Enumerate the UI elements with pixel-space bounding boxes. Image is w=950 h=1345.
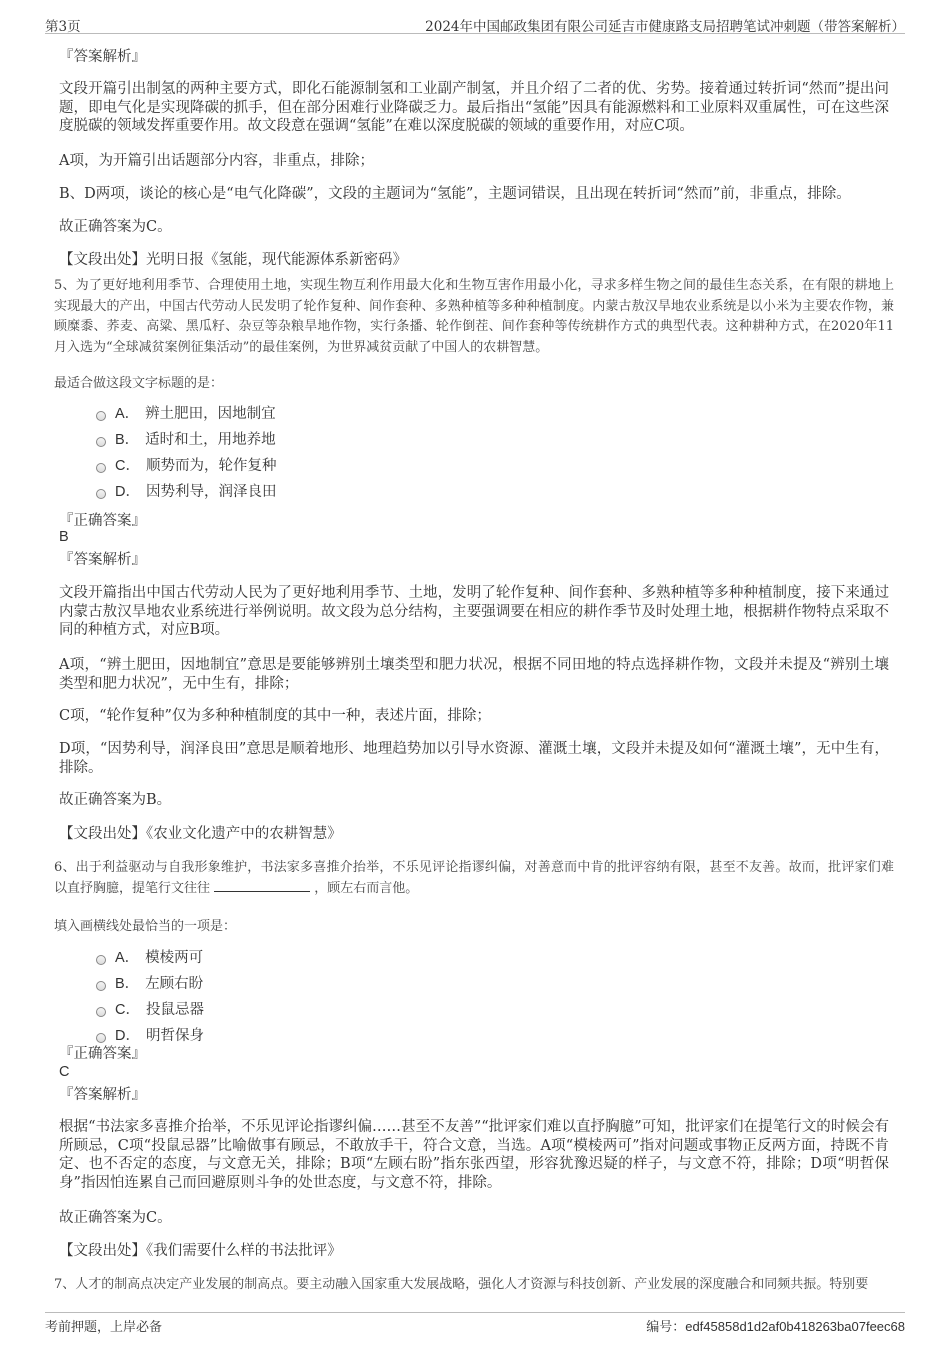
footer-slogan: 考前押题，上岸必备 [45,1320,163,1335]
answer-label: 『正确答案』 [59,1046,146,1062]
analysis-label: 『答案解析』 [59,1087,146,1103]
document-code: 编号：edf45858d1d2af0b418263ba07feec68 [646,1319,905,1335]
document-title: 2024年中国邮政集团有限公司延吉市健康路支局招聘笔试冲刺题（带答案解析） [425,19,905,35]
analysis-conclusion: 故正确答案为C。 [59,219,172,235]
analysis-item-a: A项，“辨土肥田，因地制宜”意思是要能够辨别土壤类型和肥力状况，根据不同田地的特点选择耕作物，文段并未提及“辨别土壤类型和肥力状况”，无中生有，排除； [59,657,889,692]
radio-icon[interactable] [96,489,106,499]
q5-option-a[interactable]: A． 辨土肥田，因地制宜 [96,405,276,423]
analysis-item-d: D项，“因势利导，润泽良田”意思是顺着地形、地理趋势加以引导水资源、灌溉土壤，文段并未提及如何“灌溉土壤”，无中生有，排除。 [59,741,889,776]
answer-label: 『正确答案』 [59,513,146,529]
analysis-text: 根据“书法家多喜推介抬举，不乐见评论指谬纠偏……甚至不友善”“批评家们难以直抒胸臆”可知，批评家们在提笔行文的时候会有所顾忌，C项“投鼠忌器”比喻做事有顾忌，不敢放手干，符合文意，当选。A项“模棱两可”指对问题或事物正反两方面，持既不肯定、也不否定的态度，与文意无关，排除；B项“左顾右盼”指东张西望，形容犹豫迟疑的样子，与文意不符，排除；D项“明哲保身”指因怕连累自己而回避原则斗争的处世态度，与文意不符，排除。 [59,1119,889,1191]
analysis-text: 文段开篇引出制氢的两种主要方式，即化石能源制氢和工业副产制氢，并且介绍了二者的优、劣势。接着通过转折词“然而”提出问题，即电气化是实现降碳的抓手，但在部分困难行业降碳乏力。最后指出“氢能”因具有能源燃料和工业原料双重属性，可在这些深度脱碳的领域发挥重要作用。故文段意在强调“氢能”在难以深度脱碳的领域的重要作用，对应C项。 [59,81,889,134]
q5-option-c[interactable]: C． 顺势而为，轮作复种 [96,457,276,475]
fill-blank [214,880,310,892]
radio-icon[interactable] [96,437,106,447]
analysis-text: 文段开篇指出中国古代劳动人民为了更好地利用季节、土地，发明了轮作复种、间作套种、多熟种植等多种种植制度，接下来通过内蒙古敖汉旱地农业系统进行举例说明。故文段为总分结构，主要强调要在相应的耕作季节及时处理土地，根据耕作物特点采取不同的种植方式，对应B项。 [59,585,889,638]
radio-icon[interactable] [96,955,106,965]
analysis-conclusion: 故正确答案为B。 [59,792,172,808]
q6-option-b[interactable]: B． 左顾右盼 [96,975,203,993]
answer-value: B [59,529,69,545]
page-header [45,10,905,34]
q5-option-b[interactable]: B． 适时和土，用地养地 [96,431,276,449]
passage-source: 【文段出处】《我们需要什么样的书法批评》 [59,1243,342,1259]
analysis-item-c: C项，“轮作复种”仅为多种种植制度的其中一种，表述片面，排除； [59,708,491,724]
radio-icon[interactable] [96,411,106,421]
q6-option-a[interactable]: A． 模棱两可 [96,949,203,967]
radio-icon[interactable] [96,463,106,473]
q5-option-d[interactable]: D． 因势利导，润泽良田 [96,483,276,501]
page-footer [45,1312,905,1334]
q6-option-d[interactable]: D． 明哲保身 [96,1027,204,1045]
question-5-prompt: 最适合做这段文字标题的是： [54,376,224,391]
analysis-item-bd: B、D两项，谈论的核心是“电气化降碳”，文段的主题词为“氢能”，主题词错误，且出现在转折词“然而”前，非重点，排除。 [59,186,851,202]
radio-icon[interactable] [96,1007,106,1017]
page-number: 第3页 [45,19,81,35]
question-6-stem: 6、出于利益驱动与自我形象维护，书法家多喜推介抬举，不乐见评论指谬纠偏，对善意而中肯的批评容纳有限，甚至不友善。故而，批评家们难以直抒胸臆，提笔行文往往 ，顾左右而言他。 [54,860,894,896]
passage-source: 【文段出处】光明日报《氢能，现代能源体系新密码》 [59,252,407,268]
analysis-label: 『答案解析』 [59,552,146,568]
radio-icon[interactable] [96,981,106,991]
radio-icon[interactable] [96,1033,106,1043]
question-7-stem: 7、人才的制高点决定产业发展的制高点。要主动融入国家重大发展战略，强化人才资源与科技创新、产业发展的深度融合和同频共振。特别要 [54,1277,869,1292]
answer-value: C [59,1064,70,1080]
question-6-prompt: 填入画横线处最恰当的一项是： [54,919,237,934]
analysis-conclusion: 故正确答案为C。 [59,1210,172,1226]
question-5-stem: 5、为了更好地利用季节、合理使用土地，实现生物互利作用最大化和生物互害作用最小化，寻求多样生物之间的最佳生态关系，在有限的耕地上实现最大的产出，中国古代劳动人民发明了轮作复种、间作套种、多熟种植等多种种植制度。内蒙古敖汉旱地农业系统是以小米为主要农作物，兼顾糜黍、荞麦、高粱、黑瓜籽、杂豆等杂粮旱地作物，实行条播、轮作倒茬、间作套种等传统耕作方式的典型代表。这种耕种方式，在2020年11月入选为“全球减贫案例征集活动”的最佳案例，为世界减贫贡献了中国人的农耕智慧。 [54,278,894,355]
passage-source: 【文段出处】《农业文化遗产中的农耕智慧》 [59,826,342,842]
q6-option-c[interactable]: C． 投鼠忌器 [96,1001,204,1019]
analysis-item-a: A项，为开篇引出话题部分内容，非重点，排除； [59,153,374,169]
analysis-label: 『答案解析』 [59,49,146,65]
